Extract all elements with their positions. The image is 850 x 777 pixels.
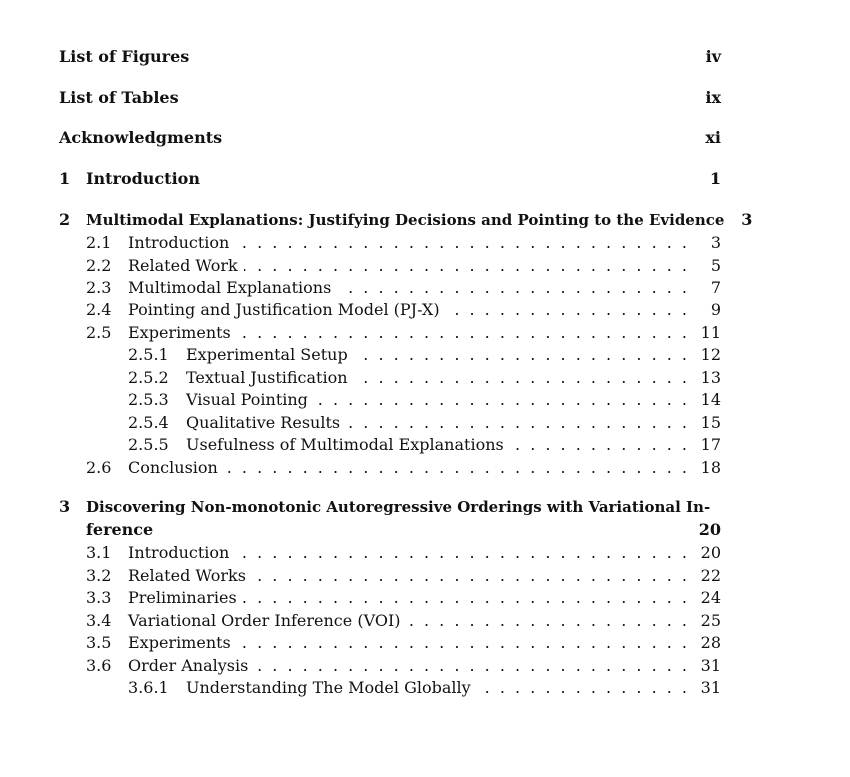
section-number: 2.3: [86, 278, 112, 297]
section-title: Introduction: [128, 233, 230, 252]
subsection-page: 15: [700, 413, 721, 432]
section-number: 2.6: [86, 458, 112, 477]
section-number: 2.1: [86, 233, 112, 252]
section-number: 3.4: [86, 611, 112, 630]
toc-entry-acknowledgments[interactable]: [59, 128, 721, 152]
toc-chapter-2[interactable]: [59, 210, 753, 234]
section-page: 28: [700, 633, 721, 652]
subsection-page: 17: [700, 435, 721, 454]
toc-section-3-5[interactable]: [86, 633, 721, 657]
section-page: 20: [700, 543, 721, 562]
section-number: 3.1: [86, 543, 112, 562]
toc-subsection-2-5-2[interactable]: [128, 368, 721, 392]
section-number: 3.3: [86, 588, 112, 607]
toc-subsection-2-5-3[interactable]: [128, 390, 721, 414]
section-title: Order Analysis: [128, 656, 249, 675]
toc-subsection-2-5-5[interactable]: [128, 435, 721, 459]
toc-section-2-1[interactable]: [86, 233, 721, 257]
subsection-number: 2.5.5: [128, 435, 169, 454]
subsection-page: 12: [700, 345, 721, 364]
leader-dots: [510, 435, 687, 454]
toc-entry-title: Acknowledgments: [59, 128, 223, 147]
toc-chapter-1[interactable]: [59, 169, 721, 193]
toc-section-3-3[interactable]: [86, 588, 721, 612]
subsection-title: Usefulness of Multimodal Explanations: [186, 435, 504, 454]
section-title: Pointing and Justification Model (PJ-X): [128, 300, 440, 319]
toc-section-3-1[interactable]: [86, 543, 721, 567]
chapter-page: 20: [698, 520, 721, 539]
section-number: 2.5: [86, 323, 112, 342]
leader-dots: [446, 300, 687, 319]
subsection-title: Textual Justification: [186, 368, 348, 387]
section-number: 3.2: [86, 566, 112, 585]
toc-section-3-6[interactable]: [86, 656, 721, 680]
leader-dots: [237, 323, 687, 342]
section-title: Introduction: [128, 543, 230, 562]
section-page: 25: [700, 611, 721, 630]
section-page: 24: [700, 588, 721, 607]
toc-section-2-6[interactable]: [86, 458, 721, 482]
toc-entry-list-of-tables[interactable]: [59, 88, 721, 112]
leader-dots: [224, 458, 687, 477]
section-title: Related Work: [128, 256, 238, 275]
subsection-title: Qualitative Results: [186, 413, 341, 432]
toc-subsection-3-6-1[interactable]: [128, 678, 721, 702]
toc-subsection-2-5-1[interactable]: [128, 345, 721, 369]
chapter-page: 3: [741, 210, 753, 229]
leader-dots: [477, 678, 687, 697]
subsection-number: 2.5.3: [128, 390, 169, 409]
leader-dots: [254, 656, 687, 675]
chapter-number: 1: [59, 169, 71, 188]
section-number: 2.2: [86, 256, 112, 275]
leader-dots: [235, 543, 687, 562]
subsection-title: Experimental Setup: [186, 345, 348, 364]
toc-entry-page: xi: [705, 128, 721, 147]
toc-section-3-2[interactable]: [86, 566, 721, 590]
toc-entry-title: List of Figures: [59, 47, 190, 66]
section-page: 7: [710, 278, 721, 297]
section-title: Experiments: [128, 633, 231, 652]
leader-dots: [244, 256, 687, 275]
section-page: 3: [710, 233, 721, 252]
leader-dots: [346, 413, 687, 432]
section-title: Preliminaries: [128, 588, 237, 607]
section-title: Multimodal Explanations: [128, 278, 332, 297]
chapter-title: Introduction: [86, 169, 200, 188]
toc-section-2-4[interactable]: [86, 300, 721, 324]
section-page: 18: [700, 458, 721, 477]
toc-section-2-5[interactable]: [86, 323, 721, 347]
chapter-number: 3: [59, 497, 71, 516]
toc-entry-page: iv: [705, 47, 721, 66]
leader-dots: [237, 633, 687, 652]
section-number: 3.5: [86, 633, 112, 652]
subsection-page: 13: [700, 368, 721, 387]
section-page: 9: [710, 300, 721, 319]
subsection-page: 31: [700, 678, 721, 697]
section-number: 3.6: [86, 656, 112, 675]
section-title: Variational Order Inference (VOI): [128, 611, 401, 630]
toc-entry-page: ix: [705, 88, 721, 107]
chapter-number: 2: [59, 210, 71, 229]
leader-dots: [235, 233, 687, 252]
toc-section-2-2[interactable]: [86, 256, 721, 280]
toc-entry-title: List of Tables: [59, 88, 179, 107]
leader-dots: [354, 368, 687, 387]
chapter-title-line-1: Discovering Non-monotonic Autoregressive Orderings with Variational In-: [86, 498, 711, 516]
section-title: Related Works: [128, 566, 246, 585]
toc-entry-list-of-figures[interactable]: [59, 47, 721, 71]
leader-dots: [407, 611, 687, 630]
chapter-title-line-2: ference: [86, 520, 154, 539]
subsection-title: Visual Pointing: [186, 390, 308, 409]
section-page: 31: [700, 656, 721, 675]
section-number: 2.4: [86, 300, 112, 319]
chapter-title: Multimodal Explanations: Justifying Decisions and Pointing to the Evidence: [86, 211, 725, 229]
section-page: 5: [710, 256, 721, 275]
toc-section-2-3[interactable]: [86, 278, 721, 302]
subsection-page: 14: [700, 390, 721, 409]
subsection-number: 3.6.1: [128, 678, 169, 697]
toc-subsection-2-5-4[interactable]: [128, 413, 721, 437]
subsection-title: Understanding The Model Globally: [186, 678, 471, 697]
leader-dots: [337, 278, 687, 297]
section-page: 22: [700, 566, 721, 585]
subsection-number: 2.5.1: [128, 345, 169, 364]
section-title: Experiments: [128, 323, 231, 342]
leader-dots: [243, 588, 687, 607]
section-page: 11: [700, 323, 721, 342]
subsection-number: 2.5.4: [128, 413, 169, 432]
leader-dots: [314, 390, 687, 409]
subsection-number: 2.5.2: [128, 368, 169, 387]
toc-chapter-3[interactable]: [59, 497, 721, 521]
toc-section-3-4[interactable]: [86, 611, 721, 635]
section-title: Conclusion: [128, 458, 218, 477]
leader-dots: [354, 345, 687, 364]
leader-dots: [252, 566, 687, 585]
toc-chapter-3-continued[interactable]: [86, 520, 721, 544]
chapter-page: 1: [709, 169, 721, 188]
